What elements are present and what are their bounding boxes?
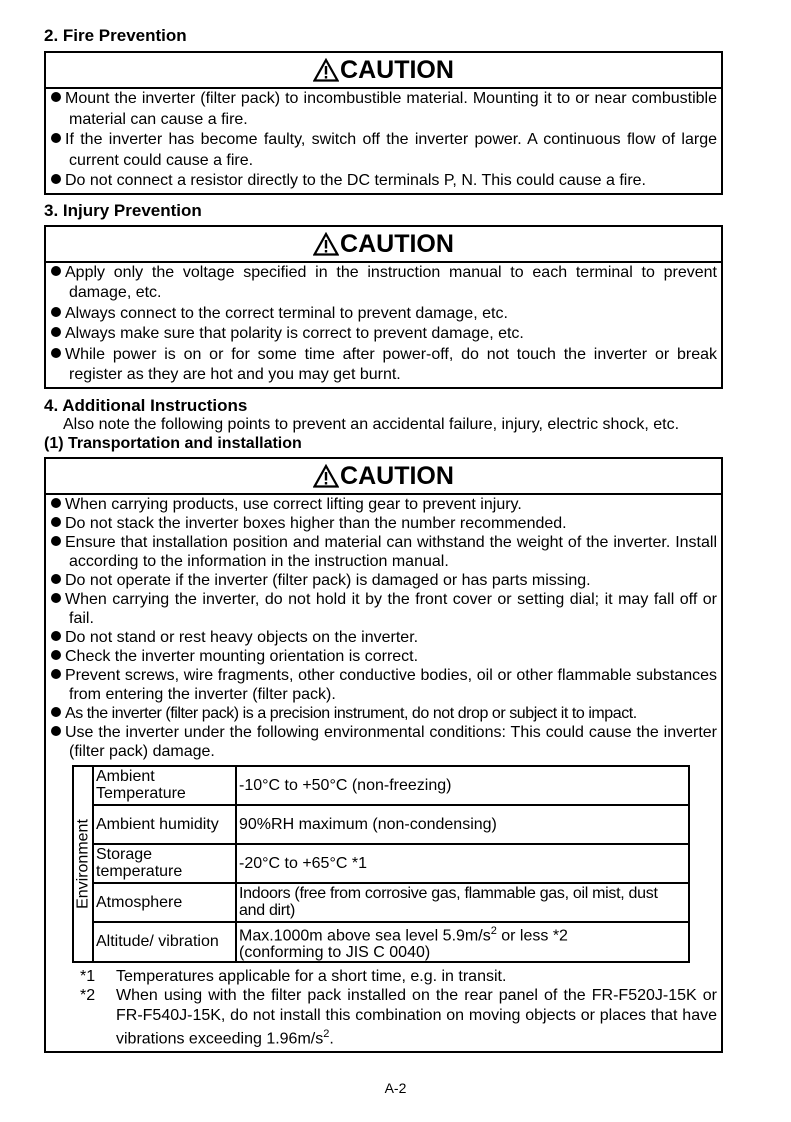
bullet-icon bbox=[51, 726, 61, 736]
list-item: Do not connect a resistor directly to the DC terminals P, N. This could cause a fire. bbox=[50, 171, 717, 192]
caution-title: CAUTION bbox=[46, 227, 721, 263]
env-condition-value: 90%RH maximum (non-condensing) bbox=[236, 805, 689, 844]
warning-triangle-icon bbox=[313, 58, 339, 82]
env-condition-name: Ambient Temperature bbox=[93, 766, 236, 805]
section-heading-additional: 4. Additional Instructions bbox=[44, 395, 248, 415]
caution-title: CAUTION bbox=[46, 459, 721, 495]
list-item: Use the inverter under the following environmental conditions: This could cause the inverter (filter pack) damage. bbox=[50, 723, 717, 761]
list-item: Always connect to the correct terminal to prevent damage, etc. bbox=[50, 304, 717, 325]
environment-table-wrap bbox=[72, 765, 690, 963]
list-item: When carrying the inverter, do not hold it by the front cover or setting dial; it may fall off or fail. bbox=[50, 590, 717, 628]
list-item: When carrying products, use correct lifting gear to prevent injury. bbox=[50, 495, 717, 514]
environment-table bbox=[72, 765, 690, 963]
bullet-icon bbox=[51, 327, 61, 337]
env-condition-value: Indoors (free from corrosive gas, flammable gas, oil mist, dust and dirt) bbox=[236, 883, 689, 922]
list-item: Always make sure that polarity is correct to prevent damage, etc. bbox=[50, 324, 717, 345]
env-condition-value: Max.1000m above sea level $5.9m/s^2$ or less *2 (conforming to JIS C 0040) bbox=[236, 922, 689, 962]
caution-list bbox=[46, 495, 721, 762]
list-item: Check the inverter mounting orientation is correct. bbox=[50, 647, 717, 666]
env-condition-name: Atmosphere bbox=[93, 883, 236, 922]
intro-text: Also note the following points to prevent an accidental failure, injury, electric shock, etc. bbox=[63, 415, 680, 433]
env-condition-value: -20°C to +65°C *1 bbox=[236, 844, 689, 883]
environment-side-label: Environment bbox=[73, 766, 93, 962]
caution-title: CAUTION bbox=[46, 53, 721, 89]
section-heading-fire: 2. Fire Prevention bbox=[44, 26, 187, 45]
list-item: While power is on or for some time after power-off, do not touch the inverter or break register as they are hot and you may get burnt. bbox=[50, 345, 717, 386]
list-item: As the inverter (filter pack) is a precision instrument, do not drop or subject it to impact. bbox=[50, 704, 717, 723]
document-page bbox=[44, 26, 722, 1053]
bullet-icon bbox=[51, 536, 61, 546]
bullet-icon bbox=[51, 266, 61, 276]
bullet-icon bbox=[51, 133, 61, 143]
bullet-icon bbox=[51, 574, 61, 584]
caution-list bbox=[46, 263, 721, 387]
list-item: Mount the inverter (filter pack) to incombustible material. Mounting it to or near combustible material can cause a fire. bbox=[50, 89, 717, 130]
subsection-heading: (1) Transportation and installation bbox=[44, 434, 302, 452]
bullet-icon bbox=[51, 348, 61, 358]
env-condition-name: Ambient humidity bbox=[93, 805, 236, 844]
list-item: Do not stack the inverter boxes higher than the number recommended. bbox=[50, 514, 717, 533]
bullet-icon bbox=[51, 669, 61, 679]
caution-box-fire bbox=[44, 51, 723, 195]
bullet-icon bbox=[51, 498, 61, 508]
bullet-icon bbox=[51, 307, 61, 317]
bullet-icon bbox=[51, 92, 61, 102]
caution-box-injury bbox=[44, 225, 723, 389]
footnote: *2 When using with the filter pack installed on the rear panel of the FR-F520J-15K or FR-F540J-15K, do not install this combination on moving objects or places that have vibrations exceeding $1.96m/s^2$. bbox=[80, 987, 717, 1048]
page-number: A-2 bbox=[384, 1080, 407, 1096]
env-condition-name: Altitude/ vibration bbox=[93, 922, 236, 962]
bullet-icon bbox=[51, 174, 61, 184]
table-row bbox=[73, 883, 689, 922]
bullet-icon bbox=[51, 707, 61, 717]
env-condition-name: Storage temperature bbox=[93, 844, 236, 883]
table-row bbox=[73, 922, 689, 962]
table-row bbox=[73, 805, 689, 844]
bullet-icon bbox=[51, 593, 61, 603]
bullet-icon bbox=[51, 650, 61, 660]
list-item: Do not operate if the inverter (filter pack) is damaged or has parts missing. bbox=[50, 571, 717, 590]
table-row bbox=[73, 766, 689, 805]
list-item: Prevent screws, wire fragments, other conductive bodies, oil or other flammable substances from entering the inverter (filter pack). bbox=[50, 666, 717, 704]
footnote: *1 Temperatures applicable for a short time, e.g. in transit. bbox=[80, 967, 507, 985]
warning-triangle-icon bbox=[313, 464, 339, 488]
list-item: Apply only the voltage specified in the instruction manual to each terminal to prevent damage, etc. bbox=[50, 263, 717, 304]
section-heading-injury: 3. Injury Prevention bbox=[44, 200, 202, 220]
warning-triangle-icon bbox=[313, 232, 339, 256]
caution-list bbox=[46, 89, 721, 193]
table-row bbox=[73, 844, 689, 883]
bullet-icon bbox=[51, 517, 61, 527]
bullet-icon bbox=[51, 631, 61, 641]
list-item: Ensure that installation position and material can withstand the weight of the inverter. Install according to the information in the instruction manual. bbox=[50, 533, 717, 571]
footnotes bbox=[46, 967, 721, 1049]
list-item: Do not stand or rest heavy objects on the inverter. bbox=[50, 628, 717, 647]
caution-box-transport bbox=[44, 457, 723, 1054]
list-item: If the inverter has become faulty, switch off the inverter power. A continuous flow of large current could cause a fire. bbox=[50, 130, 717, 171]
env-condition-value: -10°C to +50°C (non-freezing) bbox=[236, 766, 689, 805]
